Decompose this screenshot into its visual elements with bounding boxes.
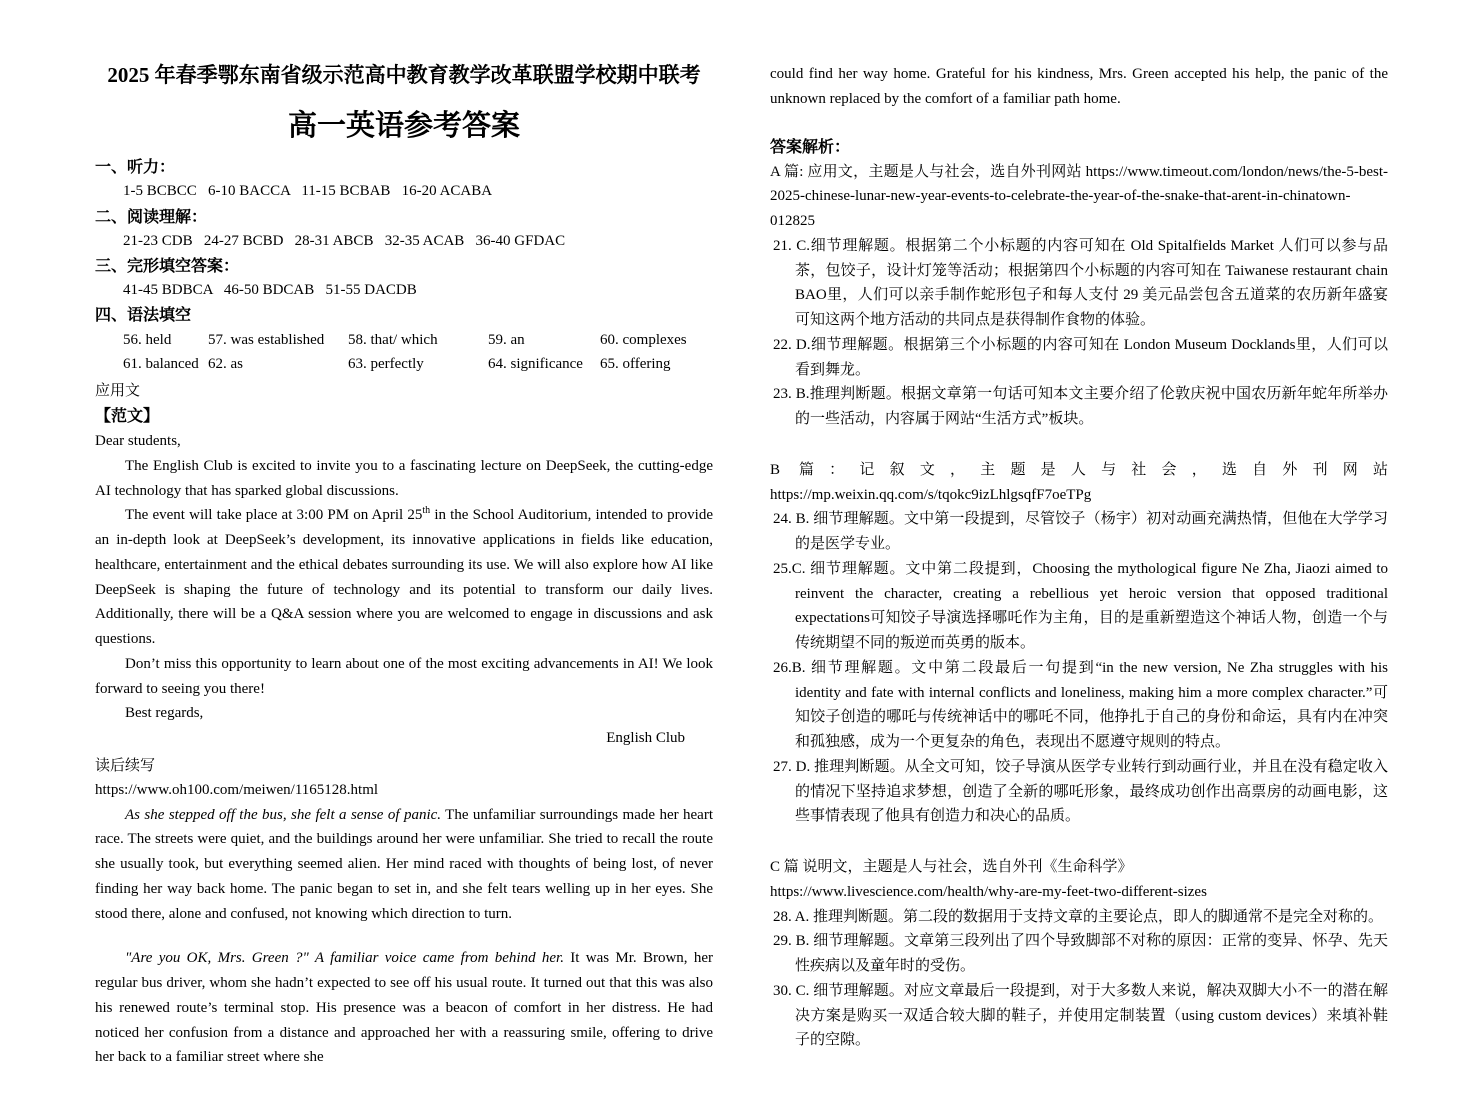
- grammar-answer-58: 58. that/ which: [348, 332, 438, 349]
- model-essay-label: 【范文】: [95, 408, 160, 426]
- continuation-overflow-paragraph: could find her way home. Grateful for his kindness, Mrs. Green accepted his help, the panic of the unknown replaced by the comfort of a familiar path home.: [770, 66, 1388, 107]
- grammar-answer-57: 57. was established: [208, 332, 325, 349]
- essay-signature: English Club: [606, 730, 685, 747]
- continuation-paragraph-2-body: It was Mr. Brown, her regular bus driver, whom she hadn’t expected to see off his usual route. It turned out that this was also his renewed route’s terminal stop. His presence was a beacon of comfort in her distress. He had noticed her confusion from a distance and approached her with a reassuring smile, offering to drive her back to a familiar street where she: [95, 950, 714, 1066]
- continuation-section-label: 读后续写: [95, 757, 156, 774]
- analysis-item-30: 30. C. 细节理解题。对应文章最后一段提到，对于大多数人来说，解决双脚大小不一的潜在解决方案是购买一双适合较大脚的鞋子，并使用定制装置（using custom devices）来填补鞋子的空隙。: [773, 982, 1388, 1049]
- essay-paragraph-2-rest: in the School Auditorium, intended to provide an in-depth look at DeepSeek’s development, its innovative applications in fields like education, healthcare, entertainment and the ethical debates surrounding its use. We will also explore how AI like DeepSeek is shaping the future of technology and its potential to transform our daily lives. Additionally, there will be a Q&A session where you are welcomed to engage in discussions and ask questions.: [95, 507, 713, 648]
- grammar-answers-row-2: [95, 352, 713, 376]
- analysis-item-25: 25.C. 细节理解题。文中第二段提到，Choosing the mythological figure Ne Zha, Jiaozi aimed to reinvent the character, creating a rebellious yet heroic version that opposed traditional expectations可知饺子导演选择哪吒作为主角，目的是重新塑造这个神话人物，创造一个与传统期望不同的叛逆而英勇的版本。: [773, 560, 1388, 651]
- grammar-answer-60: 60. complexes: [600, 332, 687, 349]
- listening-section-label: 一、听力：: [95, 159, 176, 177]
- grammar-answer-56: 56. held: [123, 332, 172, 349]
- analysis-item-21: 21. C.细节理解题。根据第二个小标题的内容可知在 Old Spitalfields Market 人们可以参与品茶，包饺子，设计灯笼等活动；根据第四个小标题的内容可知在 Taiwanese restaurant chain BAO里，人们可以亲手制作蛇形包子和每人支付 29 美元品尝包含五道菜的农历新年盛宴可知这两个地方活动的共同点是获得制作食物的体验。: [773, 237, 1388, 328]
- answer-key-title: 高一英语参考答案: [287, 110, 520, 143]
- cloze-answers: 41-45 BDBCA 46-50 BDCAB 51-55 DACDB: [123, 281, 417, 298]
- continuation-paragraph-1-body: The unfamiliar surroundings made her heart race. The streets were quiet, and the buildings around her were unfamiliar. She tried to recall the route she usually took, but everything seemed alien. Her mind raced with thoughts of being lost, of never finding her way back home. The panic began to set in, and she felt tears welling up in her eyes. She stood there, alone and confused, not knowing which direction to turn.: [95, 806, 713, 922]
- passage-c-source-url: https://www.livescience.com/health/why-are-my-feet-two-different-sizes: [770, 883, 1207, 900]
- continuation-paragraph-1: [95, 803, 713, 927]
- analysis-item-29: 29. B. 细节理解题。文章第三段列出了四个导致脚部不对称的原因：正常的变异、怀孕、先天性疾病以及童年时的受伤。: [773, 933, 1388, 974]
- grammar-answer-59: 59. an: [488, 332, 525, 349]
- grammar-answer-64: 64. significance: [488, 356, 583, 373]
- analysis-item-26: 26.B. 细节理解题。文中第二段最后一句提到“in the new version, Ne Zha struggles with his identity and fate with internal conflicts and loneliness, making him a more complex character.”可知饺子创造的哪吒与传统神话中的哪吒不同，他挣扎于自己的身份和命运，具有内在冲突和孤独感，成为一个更复杂的角色，表现出不愿遵守规则的特点。: [773, 659, 1388, 750]
- analysis-heading: 答案解析：: [770, 138, 851, 156]
- passage-a-intro: A 篇: 应用文，主题是人与社会，选自外刊网站 https://www.timeout.com/london/news/the-5-best-2025-chinese-lunar-new-year-events-to-celebrate-the-year-of-the-snake-that-arent-in-chinatown-012825: [770, 163, 1388, 229]
- right-column: [770, 62, 1388, 1070]
- grammar-answer-63: 63. perfectly: [348, 356, 424, 373]
- continuation-paragraph-2-lead: "Are you OK, Mrs. Green ?" A familiar voice came from behind her.: [125, 950, 564, 967]
- analysis-item-28: 28. A. 推理判断题。第二段的数据用于支持文章的主要论点，即人的脚通常不是完全对称的。: [773, 908, 1384, 925]
- essay-paragraph-3: Don’t miss this opportunity to learn about one of the most exciting advancements in AI! We look forward to seeing you there!: [95, 655, 713, 697]
- essay-paragraph-1: The English Club is excited to invite you to a fascinating lecture on DeepSeek, the cutting-edge AI technology that has sparked global discussions.: [95, 457, 713, 499]
- essay-salutation: Dear students,: [95, 433, 181, 450]
- continuation-paragraph-1-lead: As she stepped off the bus, she felt a sense of panic.: [125, 806, 442, 823]
- reading-answers: 21-23 CDB 24-27 BCBD 28-31 ABCB 32-35 ACAB 36-40 GFDAC: [123, 232, 566, 249]
- continuation-source-url: https://www.oh100.com/meiwen/1165128.html: [95, 781, 379, 798]
- listening-answers: 1-5 BCBCC 6-10 BACCA 11-15 BCBAB 16-20 ACABA: [123, 183, 493, 200]
- grammar-answer-65: 65. offering: [600, 356, 671, 373]
- reading-section-label: 二、阅读理解：: [95, 208, 208, 226]
- analysis-item-24: 24. B. 细节理解题。文中第一段提到，尽管饺子（杨宇）初对动画充满热情，但他在大学学习的是医学专业。: [773, 511, 1388, 552]
- exam-title: 2025 年春季鄂东南省级示范高中教育教学改革联盟学校期中联考: [107, 63, 701, 87]
- left-column: [95, 62, 713, 1070]
- grammar-answers-row-1: [95, 328, 713, 352]
- grammar-answer-61: 61. balanced: [123, 356, 199, 373]
- analysis-item-22: 22. D.细节理解题。根据第三个小标题的内容可知在 London Museum Docklands里，人们可以看到舞龙。: [773, 336, 1388, 378]
- passage-b-intro: B 篇：记叙文，主题是人与社会，选自外刊网站 https://mp.weixin.qq.com/s/tqokc9izLhlgsqfF7oeTPg: [770, 461, 1388, 503]
- grammar-answer-62: 62. as: [208, 356, 243, 373]
- essay-paragraph-2: [95, 503, 713, 652]
- ordinal-superscript: th: [422, 505, 431, 517]
- cloze-section-label: 三、完形填空答案：: [95, 257, 240, 275]
- essay-closing: Best regards,: [125, 705, 204, 722]
- analysis-item-23: 23. B.推理判断题。根据文章第一句话可知本文主要介绍了伦敦庆祝中国农历新年蛇年所举办的一些活动，内容属于网站“生活方式”板块。: [773, 386, 1388, 427]
- essay-type-label: 应用文: [95, 383, 141, 400]
- continuation-paragraph-2: [95, 946, 713, 1070]
- essay-paragraph-2-start: The event will take place at 3:00 PM on April 25: [125, 507, 423, 524]
- passage-c-intro: C 篇 说明文，主题是人与社会，选自外刊《生命科学》: [770, 859, 1133, 875]
- analysis-item-27: 27. D. 推理判断题。从全文可知，饺子导演从医学专业转行到动画行业，并且在没有稳定收入的情况下坚持追求梦想，创造了全新的哪吒形象，最终成功创作出高票房的动画电影，这些事情表现了他具有创造力和决心的品质。: [773, 758, 1388, 825]
- grammar-section-label: 四、语法填空: [95, 307, 192, 325]
